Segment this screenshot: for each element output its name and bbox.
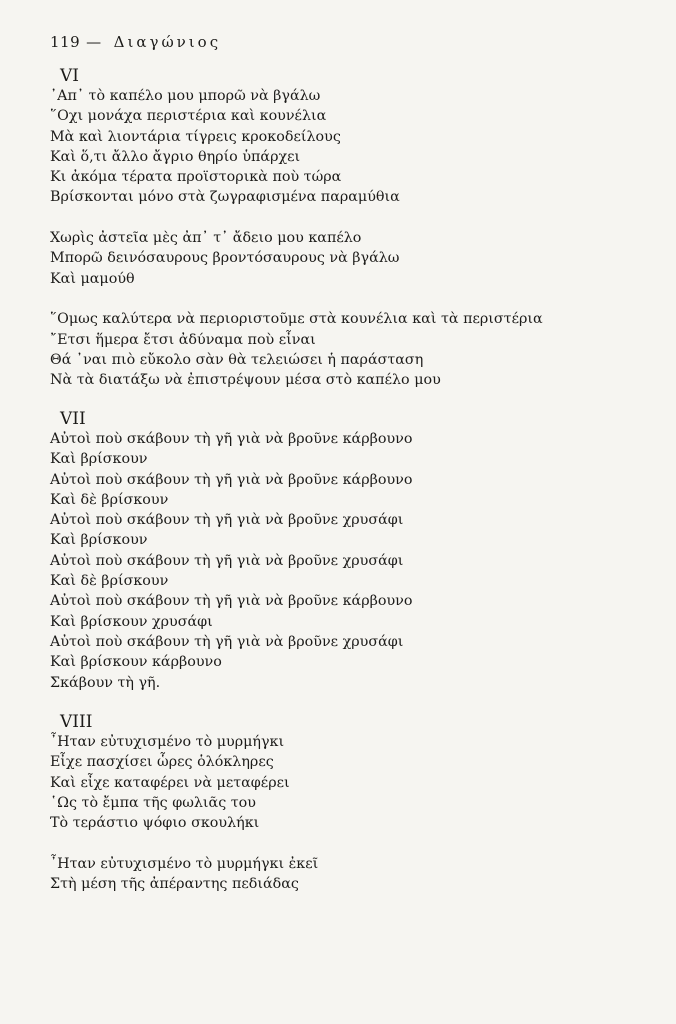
section-numeral: VI [60,66,79,86]
running-header [50,33,221,51]
poem-section-vi [50,66,650,390]
section-numeral: VIII [60,712,93,732]
page-number: 119 [50,33,81,51]
poem-line: Καὶ βρίσκουν [50,532,148,549]
poem-line: Καὶ ὅ,τι ἄλλο ἄγριο θηρίο ὑπάρχει [50,148,301,165]
poem-line: Αὐτοὶ ποὺ σκάβουν τὴ γῆ γιὰ νὰ βροῦνε κάρβουνο [50,593,413,610]
poem-line: Σκάβουν τὴ γῆ. [50,674,161,691]
poem-section-vii [50,409,650,693]
poem-line: ᾿Απ᾿ τὸ καπέλο μου μπορῶ νὰ βγάλω [50,88,321,104]
stanza [50,86,650,208]
stanza-break [50,289,650,309]
poem-line: Νὰ τὰ διατάξω νὰ ἐπιστρέψουν μέσα στὸ καπέλο μου [50,372,441,389]
poem-line: ῞Ομως καλύτερα νὰ περιοριστοῦμε στὰ κουνέλια καὶ τὰ περιστέρια [50,311,543,328]
poem-line: Καὶ βρίσκουν κάρβουνο [50,654,222,671]
stanza-break [50,208,650,228]
poem-line: ῏Ηταν εὐτυχισμένο τὸ μυρμήγκι ἐκεῖ [50,855,319,872]
poem-line: ῾Ως τὸ ἔμπα τῆς φωλιᾶς του [50,794,256,811]
stanza [50,429,650,693]
poem-line: Καὶ δὲ βρίσκουν [50,491,169,508]
poem-line: Βρίσκονται μόνο στὰ ζωγραφισμένα παραμύθια [50,189,400,206]
poem-line: Αὐτοὶ ποὺ σκάβουν τὴ γῆ γιὰ νὰ βροῦνε χρυσάφι [50,633,404,650]
header-separator: — [86,33,102,51]
poem-line: Καὶ βρίσκουν χρυσάφι [50,613,213,630]
poem-line: Χωρὶς ἀστεῖα μὲς ἀπ᾿ τ᾿ ἄδειο μου καπέλο [50,230,362,247]
poem-line: Αὐτοὶ ποὺ σκάβουν τὴ γῆ γιὰ νὰ βροῦνε κάρβουνο [50,471,413,488]
poem-line: ῎Ετσι ἥμερα ἔτσι ἀδύναμα ποὺ εἶναι [50,331,316,348]
poem-section-viii [50,712,650,894]
book-title: Διαγώνιος [113,33,222,51]
poem-line: Καὶ βρίσκουν [50,451,148,468]
stanza [50,854,650,895]
poem-line: Τὸ τεράστιο ψόφιο σκουλήκι [50,815,260,832]
poem-line: Καὶ μαμούθ [50,270,135,287]
poem-line: Θά ᾿ναι πιὸ εὔκολο σὰν θὰ τελειώσει ἡ παράσταση [50,351,424,368]
poem-line: Στὴ μέση τῆς ἀπέραντης πεδιάδας [50,876,299,893]
poem-line: Καὶ εἶχε καταφέρει νὰ μεταφέρει [50,774,290,791]
stanza-break [50,833,650,853]
poem-line: Αὐτοὶ ποὺ σκάβουν τὴ γῆ γιὰ νὰ βροῦνε χρυσάφι [50,552,404,569]
section-numeral: VII [60,409,86,429]
poem-line: ῏Ηταν εὐτυχισμένο τὸ μυρμήγκι [50,734,285,750]
stanza [50,309,650,390]
poem-line: Εἶχε πασχίσει ὧρες ὁλόκληρες [50,754,274,771]
poem-line: Μὰ καὶ λιοντάρια τίγρεις κροκοδείλους [50,128,341,145]
poem-line: Αὐτοὶ ποὺ σκάβουν τὴ γῆ γιὰ νὰ βροῦνε χρυσάφι [50,512,404,529]
poem-line: Αὐτοὶ ποὺ σκάβουν τὴ γῆ γιὰ νὰ βροῦνε κάρβουνο [50,431,413,447]
stanza [50,732,650,833]
stanza [50,228,650,289]
poem-line: ῞Οχι μονάχα περιστέρια καὶ κουνέλια [50,108,327,125]
poem-line: Μπορῶ δεινόσαυρους βροντόσαυρους νὰ βγάλω [50,250,400,267]
poem-line: Κι ἀκόμα τέρατα προϊστορικὰ ποὺ τώρα [50,169,342,186]
poem-line: Καὶ δὲ βρίσκουν [50,573,169,590]
